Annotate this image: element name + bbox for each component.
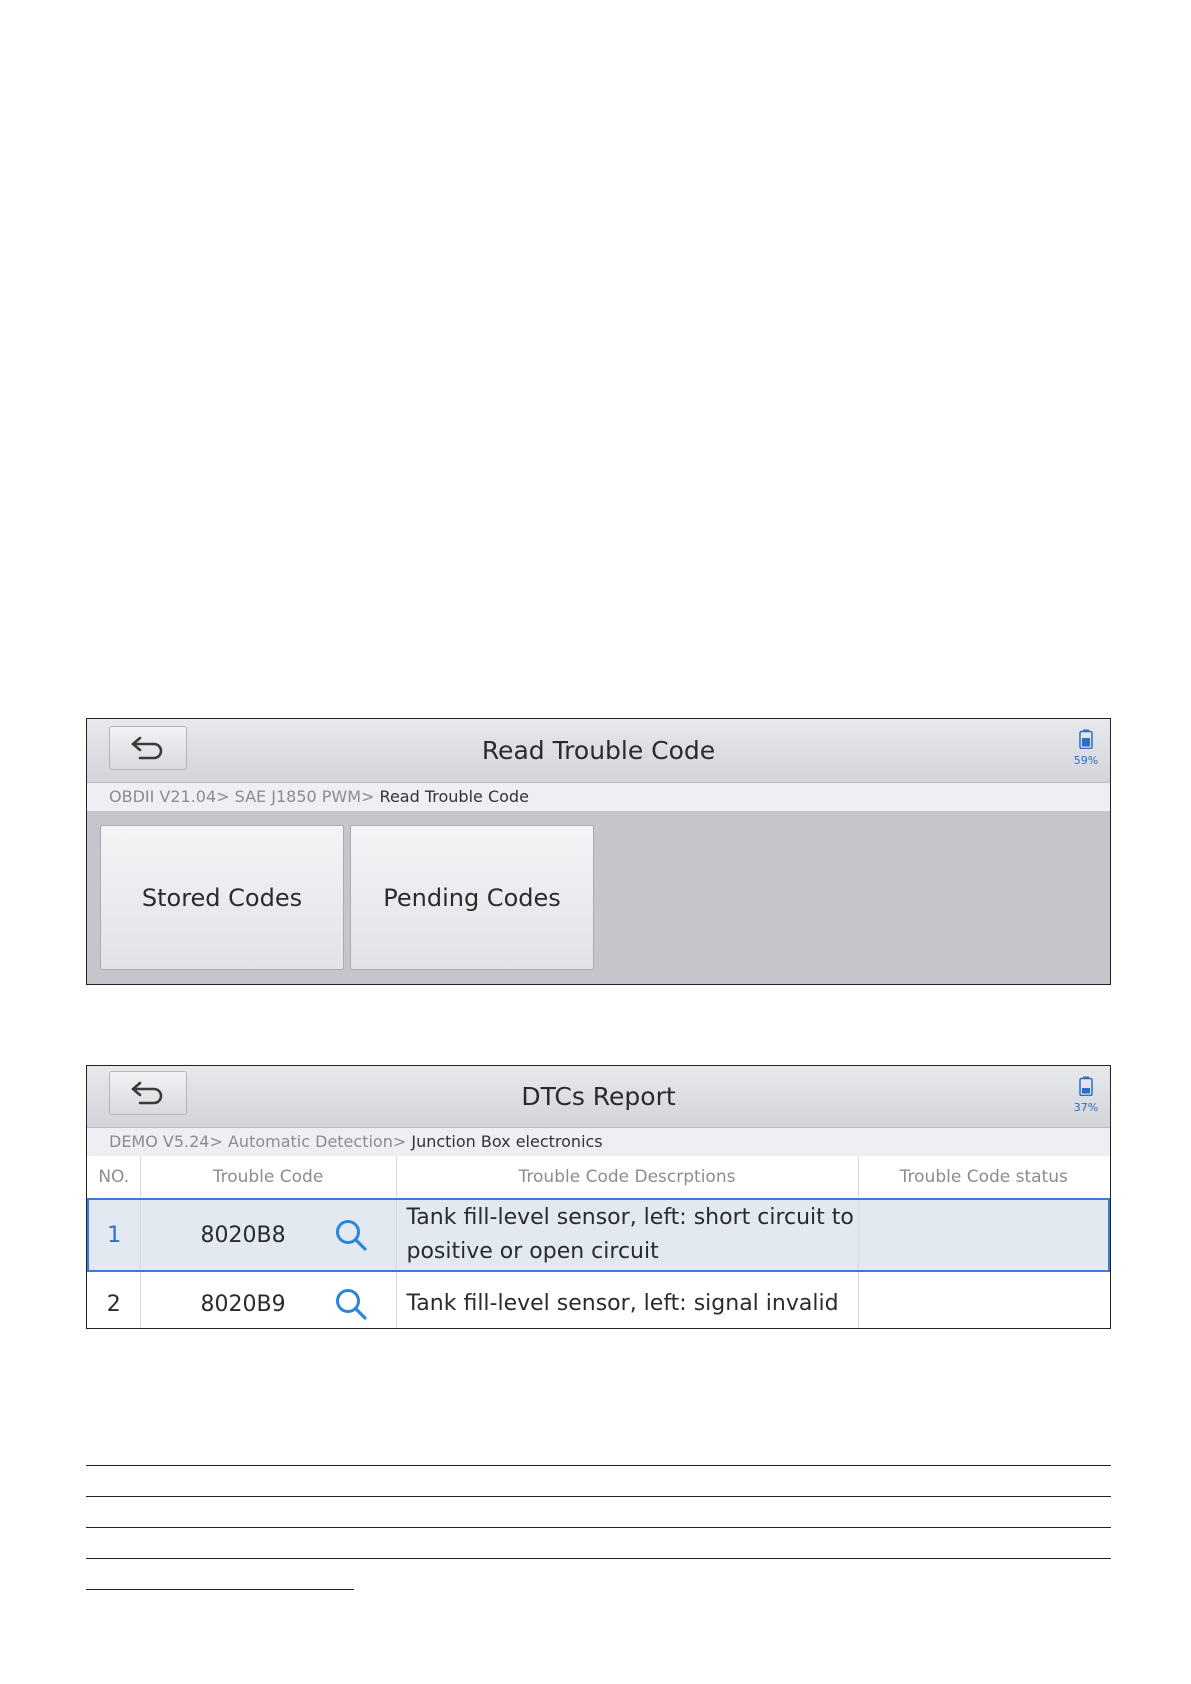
trouble-code: 8020B8 <box>200 1222 286 1248</box>
battery-indicator <box>1068 1076 1104 1114</box>
dtc-table <box>87 1156 1110 1329</box>
breadcrumb <box>87 1128 1110 1156</box>
battery-icon <box>1079 1076 1093 1096</box>
column-header-status: Trouble Code status <box>858 1156 1109 1199</box>
trouble-code-status <box>858 1199 1109 1271</box>
breadcrumb-path: OBDII V21.04> SAE J1850 PWM> <box>109 787 380 806</box>
stored-codes-button[interactable]: Stored Codes <box>100 825 344 970</box>
trouble-code-cell <box>140 1271 396 1329</box>
row-number: 2 <box>88 1271 140 1329</box>
page-title: DTCs Report <box>521 1082 676 1111</box>
table-row[interactable] <box>88 1199 1109 1271</box>
divider-line <box>86 1465 1111 1466</box>
title-bar <box>87 719 1110 783</box>
page-title: Read Trouble Code <box>481 736 716 765</box>
search-code-button[interactable] <box>334 1287 368 1321</box>
trouble-code-description: Tank fill-level sensor, left: short circuit to positive or open circuit <box>396 1199 858 1271</box>
battery-indicator <box>1068 729 1104 767</box>
breadcrumb-current: Junction Box electronics <box>411 1132 603 1151</box>
search-code-button[interactable] <box>334 1218 368 1252</box>
column-header-no: NO. <box>88 1156 140 1199</box>
trouble-code-status <box>858 1271 1109 1329</box>
trouble-code: 8020B9 <box>200 1291 286 1317</box>
search-icon <box>334 1287 368 1321</box>
dtcs-report-screen <box>86 1065 1111 1329</box>
search-icon <box>334 1218 368 1252</box>
table-row[interactable] <box>88 1271 1109 1329</box>
breadcrumb-current: Read Trouble Code <box>379 787 529 806</box>
breadcrumb <box>87 783 1110 811</box>
breadcrumb-path: DEMO V5.24> Automatic Detection> <box>109 1132 412 1151</box>
battery-icon <box>1079 729 1093 749</box>
divider-line <box>86 1558 1111 1559</box>
title-bar <box>87 1066 1110 1128</box>
row-number: 1 <box>88 1199 140 1271</box>
read-trouble-code-screen <box>86 718 1111 985</box>
battery-level: 59% <box>1073 754 1099 767</box>
battery-level: 37% <box>1073 1101 1099 1114</box>
divider-line <box>86 1496 1111 1497</box>
pending-codes-button[interactable]: Pending Codes <box>350 825 594 970</box>
trouble-code-description: Tank fill-level sensor, left: signal invalid <box>396 1271 858 1329</box>
trouble-code-cell <box>140 1199 396 1271</box>
column-header-trouble-code: Trouble Code <box>140 1156 396 1199</box>
menu-area <box>87 811 1110 985</box>
divider-line <box>86 1589 354 1590</box>
column-header-description: Trouble Code Descrptions <box>396 1156 858 1199</box>
table-header <box>88 1156 1109 1199</box>
divider-line <box>86 1527 1111 1528</box>
